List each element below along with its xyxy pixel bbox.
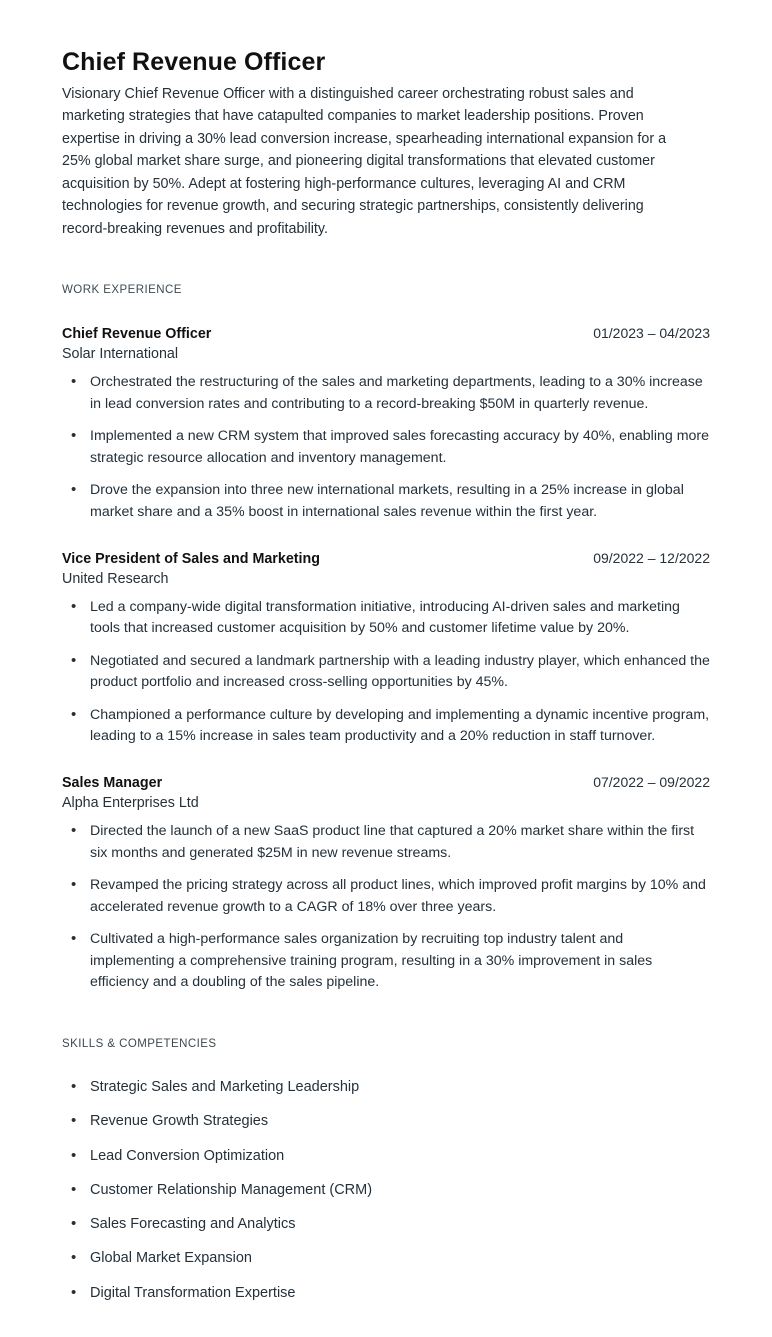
job-company: Alpha Enterprises Ltd: [62, 795, 199, 811]
list-item: • Revamped the pricing strategy across all product lines, which improved profit margins by 10% and accelerated revenue growth to a CAGR of 18% over three years.: [62, 875, 710, 918]
job-header: [62, 550, 710, 567]
job-dates: 09/2022 – 12/2022: [593, 549, 710, 566]
list-item: • Strategic Sales and Marketing Leadership: [62, 1077, 710, 1099]
list-item: • Championed a performance culture by developing and implementing a dynamic incentive program, leading to a 15% increase in sales team productivity and a 20% reduction in staff turnover.: [62, 705, 710, 748]
list-item: • Implemented a new CRM system that improved sales forecasting accuracy by 40%, enabling more strategic resource allocation and inventory management.: [62, 426, 710, 469]
list-item: • Orchestrated the restructuring of the sales and marketing departments, leading to a 30% increase in lead conversion rates and contributing to a record-breaking $50M in quarterly revenue.: [62, 372, 710, 415]
section-heading-work-experience: WORK EXPERIENCE: [62, 284, 182, 297]
list-item: • Directed the launch of a new SaaS product line that captured a 20% market share within the first six months and generated $25M in new revenue streams.: [62, 821, 710, 864]
skills-list: [62, 1077, 710, 1304]
work-experience-entry: [62, 325, 710, 523]
list-item: • Sales Forecasting and Analytics: [62, 1214, 710, 1236]
job-company: United Research: [62, 570, 169, 587]
work-experience-entry: [62, 774, 710, 994]
job-company: Solar International: [62, 346, 179, 363]
list-item: • Cultivated a high-performance sales organization by recruiting top industry talent and implementing a comprehensive training program, resulting in a 30% improvement in sales efficiency and a doubling of the sales pipeline.: [62, 929, 710, 994]
list-item: • Revenue Growth Strategies: [62, 1111, 710, 1133]
job-bullet-list: [62, 372, 710, 523]
job-dates: 07/2022 – 09/2022: [593, 774, 710, 790]
list-item: • Led a company-wide digital transformation initiative, introducing AI-driven sales and marketing tools that increased customer acquisition by 50% and customer lifetime value by 20%.: [62, 597, 710, 640]
list-item: • Digital Transformation Expertise: [62, 1283, 710, 1305]
professional-summary: Visionary Chief Revenue Officer with a distinguished career orchestrating robust sales and marketing strategies that have catapulted companies to market leadership positions. Proven expertise in driving a 30% lead conversion increase, spearheading international expansion for a 25% global market share surge, and pioneering digital transformations that elevated customer acquisition by 50%. Adept at fostering high-performance cultures, leveraging AI and CRM technologies for revenue growth, and securing strategic partnerships, consistently delivering record-breaking revenues and profitability.: [62, 86, 667, 237]
section-heading-skills: SKILLS & COMPETENCIES: [62, 1038, 217, 1051]
job-title: Chief Revenue Officer: [62, 326, 212, 343]
job-header: [62, 774, 710, 791]
list-item: • Customer Relationship Management (CRM): [62, 1180, 710, 1202]
job-bullet-list: [62, 821, 710, 994]
list-item: • Negotiated and secured a landmark partnership with a leading industry player, which enhanced the product portfolio and increased cross-selling opportunities by 45%.: [62, 651, 710, 694]
job-dates: 01/2023 – 04/2023: [593, 325, 710, 342]
list-item: • Global Market Expansion: [62, 1248, 710, 1270]
page-title: Chief Revenue Officer: [62, 48, 326, 76]
work-experience-entry: [62, 550, 710, 748]
list-item: • Lead Conversion Optimization: [62, 1146, 710, 1168]
list-item: • Drove the expansion into three new international markets, resulting in a 25% increase in global market share and a 35% boost in international sales revenue within the first year.: [62, 480, 710, 523]
job-header: [62, 325, 710, 342]
job-title: Sales Manager: [62, 775, 163, 791]
job-bullet-list: [62, 597, 710, 748]
job-title: Vice President of Sales and Marketing: [62, 550, 320, 567]
